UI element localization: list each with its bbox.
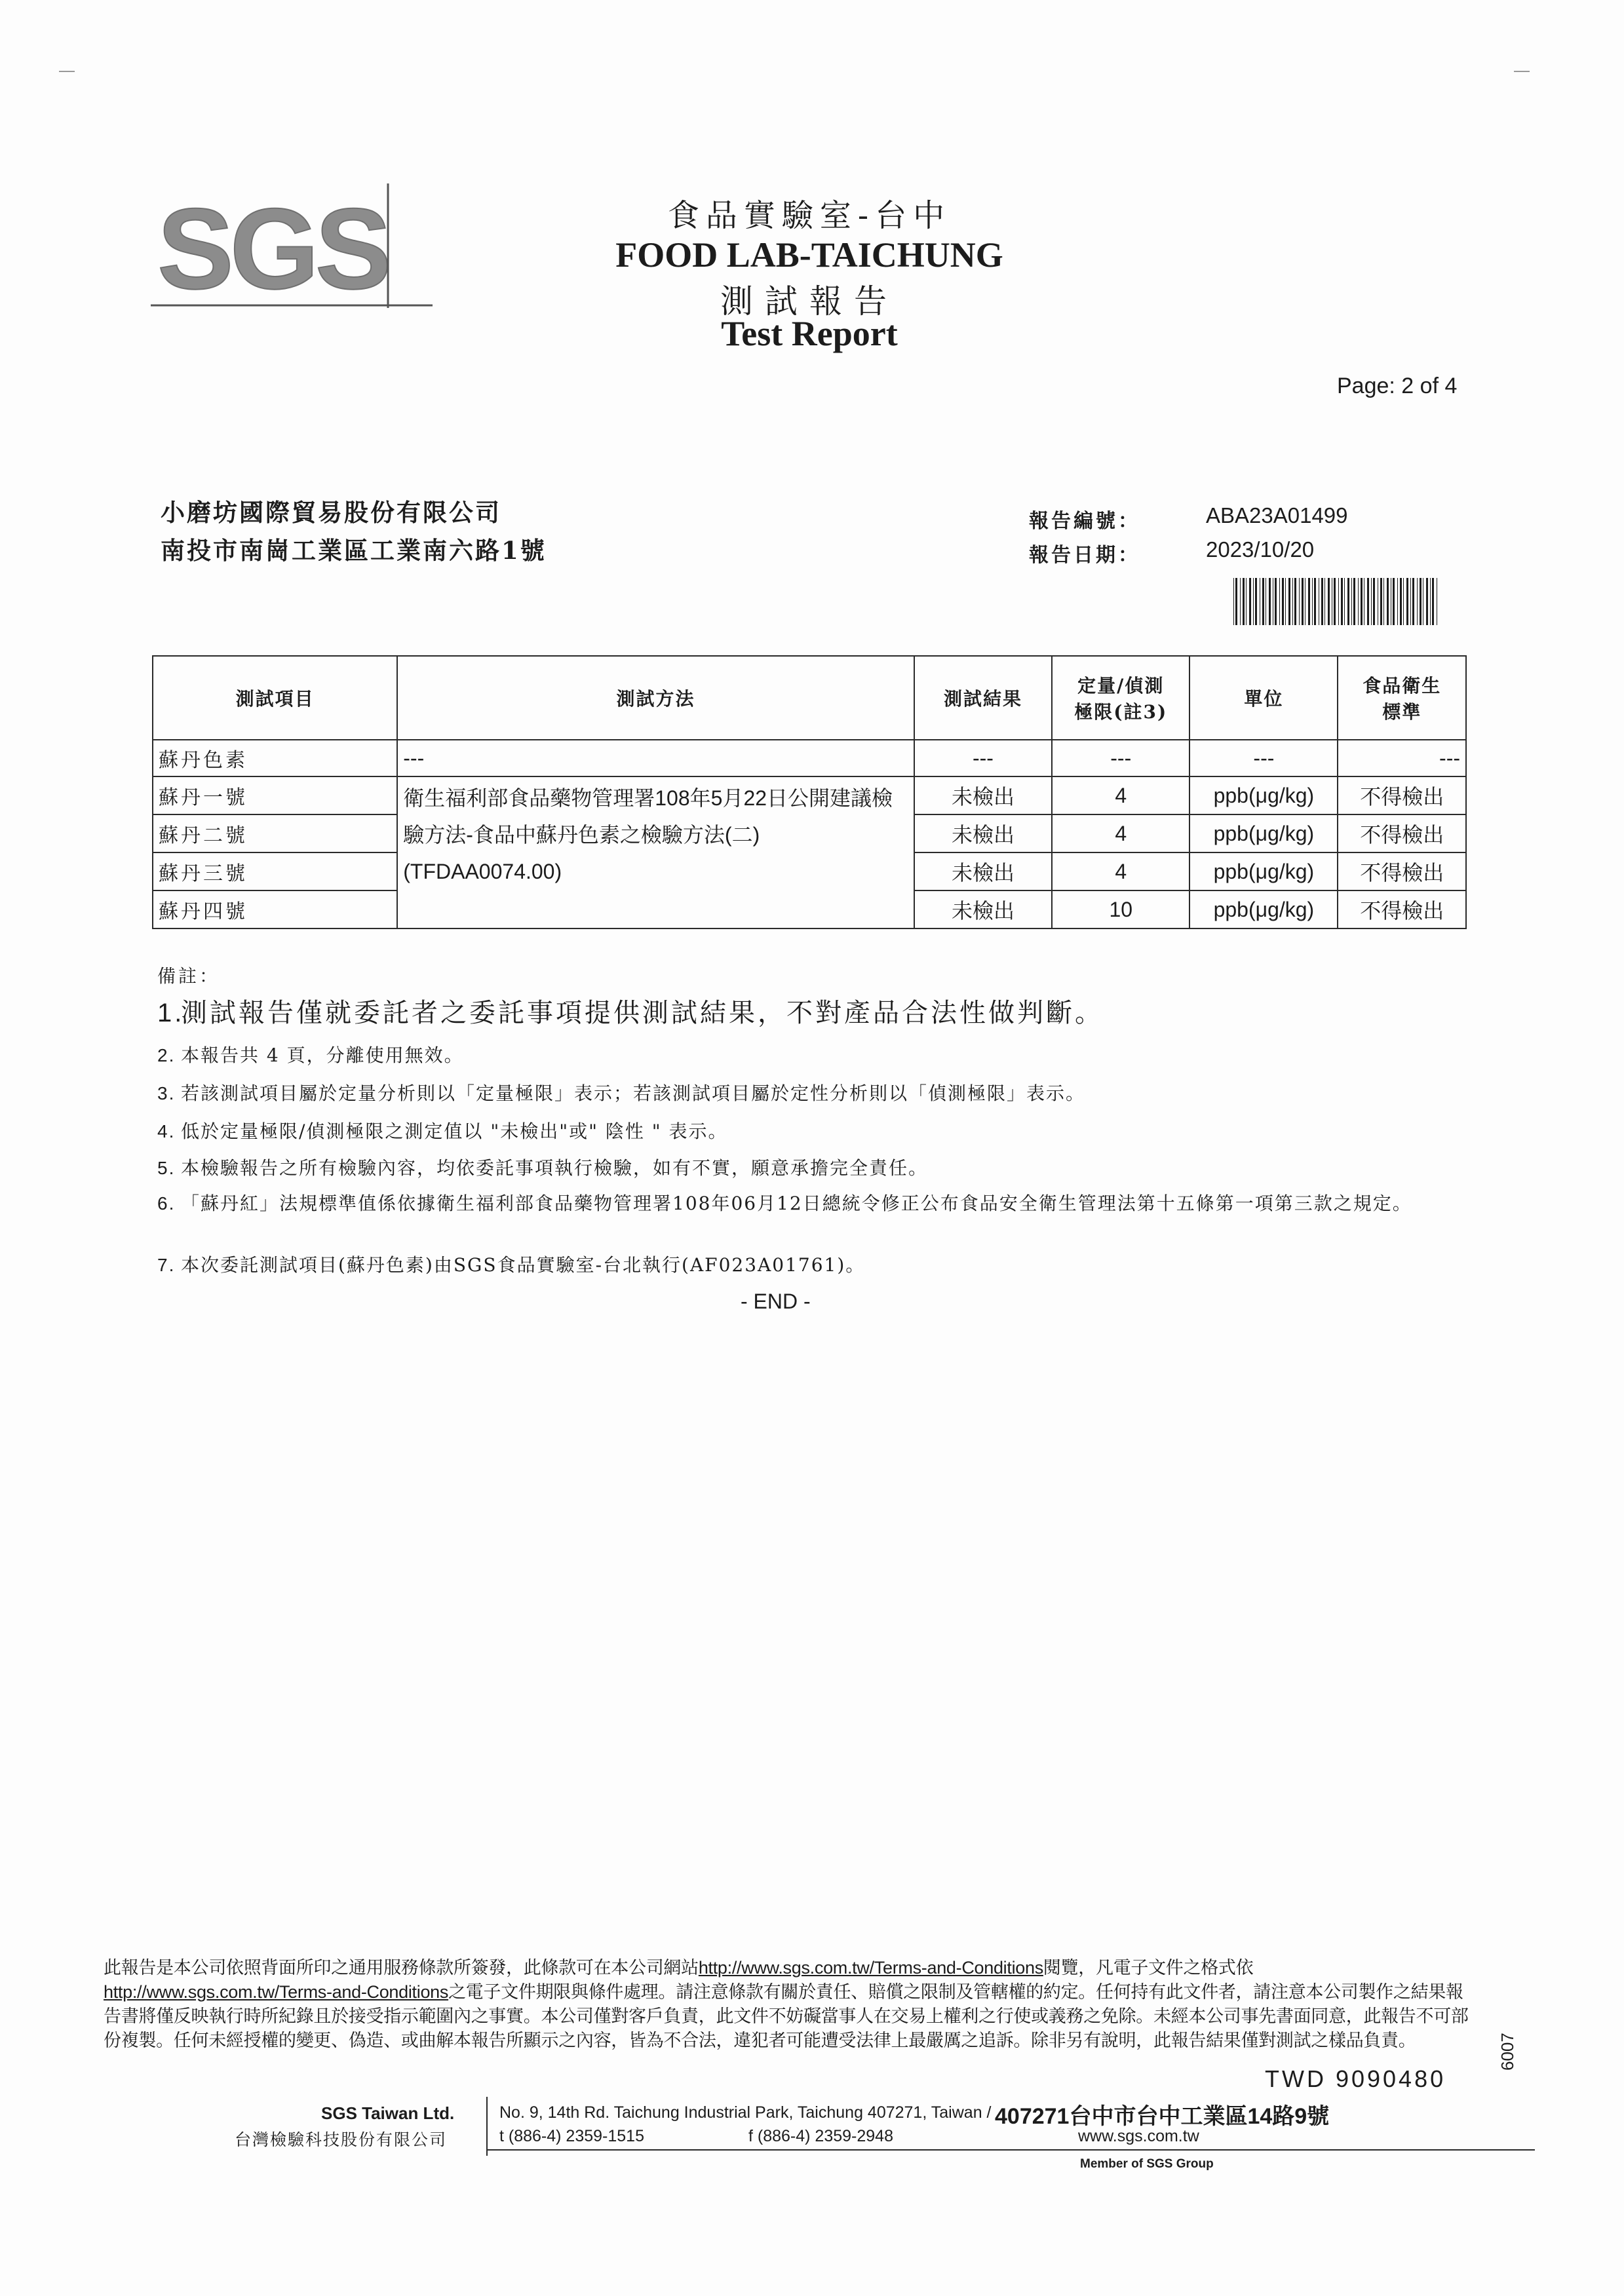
barcode-bar bbox=[1426, 578, 1428, 625]
barcode-bar bbox=[1253, 578, 1254, 625]
barcode-bar bbox=[1403, 578, 1404, 625]
barcode-bar bbox=[1347, 578, 1349, 625]
results-table bbox=[152, 655, 1467, 929]
note-text: 低於定量極限/偵測極限之測定值以 "未檢出"或" 陰性 " 表示。 bbox=[181, 1120, 728, 1142]
barcode-bar bbox=[1410, 578, 1411, 625]
scan-mark bbox=[59, 71, 75, 72]
barcode-bar bbox=[1351, 578, 1352, 625]
terms-link[interactable]: http://www.sgs.com.tw/Terms-and-Conditions bbox=[698, 1958, 1043, 1978]
company-name-zh: 台灣檢驗科技股份有限公司 bbox=[235, 2130, 448, 2149]
header-standard-line1: 食品衛生 bbox=[1363, 675, 1442, 697]
company-website[interactable]: www.sgs.com.tw bbox=[1078, 2127, 1199, 2145]
barcode-bar bbox=[1282, 578, 1284, 625]
barcode-bar bbox=[1321, 578, 1323, 625]
barcode-bar bbox=[1262, 578, 1264, 625]
barcode-bar bbox=[1412, 578, 1414, 625]
note-number: 1. bbox=[157, 999, 185, 1027]
footer-divider bbox=[486, 2097, 488, 2156]
barcode-bar bbox=[1380, 578, 1382, 625]
barcode-bar bbox=[1324, 578, 1325, 625]
barcode-bar bbox=[1235, 578, 1237, 625]
note-number: 2. bbox=[157, 1045, 176, 1065]
barcode-image bbox=[1232, 578, 1442, 625]
note-text: 測試報告僅就委託者之委託事項提供測試結果，不對產品合法性做判斷。 bbox=[181, 998, 1104, 1028]
row-unit: ppb(μg/kg) bbox=[1189, 814, 1338, 852]
barcode-bar bbox=[1292, 578, 1293, 625]
disclaimer-part: 閱覽，凡電子文件之格式依 bbox=[1043, 1958, 1254, 1978]
barcode-bar bbox=[1353, 578, 1355, 625]
barcode-bar bbox=[1334, 578, 1336, 625]
sgs-logo bbox=[151, 177, 433, 311]
barcode-bar bbox=[1308, 578, 1310, 625]
report-date: 2023/10/20 bbox=[1206, 537, 1315, 562]
row-item: 蘇丹一號 bbox=[153, 776, 397, 814]
disclaimer-text bbox=[104, 1956, 1470, 2053]
row-standard: 不得檢出 bbox=[1338, 776, 1466, 814]
member-of-sgs: Member of SGS Group bbox=[1080, 2157, 1214, 2171]
note-item bbox=[157, 1042, 1461, 1069]
barcode-bar bbox=[1420, 578, 1421, 625]
barcode-bar bbox=[1371, 578, 1372, 625]
method-cell: 衛生福利部食品藥物管理署108年5月22日公開建議檢驗方法-食品中蘇丹色素之檢驗方法(二)(TFDAA0074.00) bbox=[397, 776, 914, 928]
note-item bbox=[157, 1252, 1461, 1279]
document-code: TWD 9090480 bbox=[1265, 2065, 1446, 2092]
row-unit: ppb(μg/kg) bbox=[1189, 890, 1338, 928]
disclaimer-part: 之電子文件期限與條件處理。請注意條款有關於責任、賠償之限制及管轄權的約定。任何持有此文件者，請注意本公司製作之結果報告書將僅反映執行時所紀錄且於接受指示範圍內之事實。本公司僅對客戶負責，此文件不妨礙當事人在交易上權利之行使或義務之免除。未經本公司事先書面同意，此報告不可部份複製。任何未經授權的變更、偽造、或曲解本報告所顯示之內容，皆為不合法，違犯者可能遭受法律上最嚴厲之追訴。除非另有說明，此報告結果僅對測試之樣品負責。 bbox=[104, 1982, 1469, 2050]
note-number: 6. bbox=[157, 1193, 176, 1214]
group-limit: --- bbox=[1052, 740, 1189, 776]
svg-text:SGS: SGS bbox=[157, 185, 388, 311]
barcode-bar bbox=[1397, 578, 1398, 625]
barcode-bar bbox=[1430, 578, 1431, 625]
barcode-bar bbox=[1338, 578, 1339, 625]
barcode-bar bbox=[1285, 578, 1286, 625]
header-limit bbox=[1052, 656, 1189, 740]
row-result: 未檢出 bbox=[914, 890, 1052, 928]
barcode-bar bbox=[1312, 578, 1313, 625]
header-result: 測試結果 bbox=[914, 656, 1052, 740]
barcode-bar bbox=[1249, 578, 1251, 625]
side-code: 6007 bbox=[1498, 2033, 1517, 2071]
table-header-row bbox=[153, 656, 1466, 740]
barcode-bar bbox=[1367, 578, 1369, 625]
table-row bbox=[153, 740, 1466, 776]
barcode-bar bbox=[1383, 578, 1384, 625]
barcode-bar bbox=[1373, 578, 1375, 625]
barcode-bar bbox=[1275, 578, 1277, 625]
header-method: 測試方法 bbox=[397, 656, 914, 740]
barcode-bar bbox=[1417, 578, 1418, 625]
note-text: 「蘇丹紅」法規標準值係依據衛生福利部食品藥物管理署108年06月12日總統令修正公布食品安全衛生管理法第十五條第一項第三款之規定。 bbox=[181, 1193, 1412, 1214]
barcode-bar bbox=[1233, 578, 1234, 625]
barcode-bar bbox=[1294, 578, 1296, 625]
page-number: Page: 2 of 4 bbox=[1337, 373, 1458, 398]
note-item bbox=[157, 1155, 1461, 1182]
notes-title: 備註： bbox=[157, 965, 221, 987]
report-title-en: Test Report bbox=[721, 314, 898, 353]
group-method: --- bbox=[397, 740, 914, 776]
company-address-zh: 407271台中市台中工業區14路9號 bbox=[995, 2104, 1330, 2129]
barcode-bar bbox=[1361, 578, 1363, 625]
barcode-bar bbox=[1246, 578, 1247, 625]
note-item bbox=[157, 1190, 1461, 1217]
note-number: 3. bbox=[157, 1083, 176, 1103]
barcode-bar bbox=[1358, 578, 1359, 625]
row-standard: 不得檢出 bbox=[1338, 890, 1466, 928]
row-result: 未檢出 bbox=[914, 814, 1052, 852]
barcode-bar bbox=[1243, 578, 1245, 625]
barcode-bar bbox=[1302, 578, 1304, 625]
disclaimer-part: 此報告是本公司依照背面所印之通用服務條款所簽發，此條款可在本公司網站 bbox=[104, 1958, 699, 1978]
header-limit-line2: 極限(註3) bbox=[1074, 701, 1168, 723]
barcode-bar bbox=[1406, 578, 1408, 625]
row-item: 蘇丹二號 bbox=[153, 814, 397, 852]
header-standard-line2: 標準 bbox=[1382, 701, 1422, 723]
terms-link[interactable]: http://www.sgs.com.tw/Terms-and-Conditions bbox=[104, 1982, 449, 2002]
barcode-bar bbox=[1400, 578, 1402, 625]
group-result: --- bbox=[914, 740, 1052, 776]
barcode-bar bbox=[1387, 578, 1389, 625]
client-address: 南投市南崗工業區工業南六路1號 bbox=[161, 536, 547, 565]
scan-mark bbox=[1514, 71, 1530, 72]
row-result: 未檢出 bbox=[914, 776, 1052, 814]
client-name: 小磨坊國際貿易股份有限公司 bbox=[161, 498, 501, 527]
row-limit: 10 bbox=[1052, 890, 1189, 928]
note-text: 本報告共 4 頁，分離使用無效。 bbox=[181, 1044, 464, 1066]
barcode-bar bbox=[1344, 578, 1345, 625]
barcode-bar bbox=[1279, 578, 1280, 625]
note-text: 本檢驗報告之所有檢驗內容，均依委託事項執行檢驗，如有不實，願意承擔完全責任。 bbox=[181, 1157, 929, 1179]
header-unit: 單位 bbox=[1189, 656, 1338, 740]
row-limit: 4 bbox=[1052, 814, 1189, 852]
row-standard: 不得檢出 bbox=[1338, 814, 1466, 852]
header-item: 測試項目 bbox=[153, 656, 397, 740]
barcode-bar bbox=[1255, 578, 1257, 625]
table-row bbox=[153, 776, 1466, 814]
row-limit: 4 bbox=[1052, 776, 1189, 814]
group-item: 蘇丹色素 bbox=[153, 740, 397, 776]
barcode-bar bbox=[1288, 578, 1290, 625]
company-name-en: SGS Taiwan Ltd. bbox=[321, 2103, 455, 2123]
row-standard: 不得檢出 bbox=[1338, 852, 1466, 890]
note-item bbox=[157, 999, 1461, 1027]
note-number: 5. bbox=[157, 1158, 176, 1178]
note-number: 4. bbox=[157, 1121, 176, 1141]
row-unit: ppb(μg/kg) bbox=[1189, 852, 1338, 890]
barcode-bar bbox=[1432, 578, 1434, 625]
company-fax: f (886-4) 2359-2948 bbox=[748, 2127, 893, 2145]
lab-name-zh: 食品實驗室-台中 bbox=[667, 197, 952, 234]
barcode-bar bbox=[1240, 578, 1241, 625]
lab-name-en: FOOD LAB-TAICHUNG bbox=[615, 235, 1003, 275]
barcode-bar bbox=[1269, 578, 1271, 625]
barcode-bar bbox=[1299, 578, 1300, 625]
row-limit: 4 bbox=[1052, 852, 1189, 890]
group-standard: --- bbox=[1338, 740, 1466, 776]
row-unit: ppb(μg/kg) bbox=[1189, 776, 1338, 814]
barcode-bar bbox=[1314, 578, 1316, 625]
report-number-label: 報告編號： bbox=[1029, 510, 1140, 533]
row-item: 蘇丹四號 bbox=[153, 890, 397, 928]
report-number: ABA23A01499 bbox=[1206, 503, 1348, 527]
company-phone: t (886-4) 2359-1515 bbox=[499, 2127, 644, 2145]
header-limit-line1: 定量/偵測 bbox=[1077, 675, 1165, 697]
barcode-bar bbox=[1393, 578, 1395, 625]
note-item bbox=[157, 1080, 1461, 1107]
note-text: 若該測試項目屬於定量分析則以「定量極限」表示；若該測試項目屬於定性分析則以「偵測極限」表示。 bbox=[181, 1082, 1086, 1104]
company-address-en: No. 9, 14th Rd. Taichung Industrial Park, Taichung 407271, Taiwan / bbox=[499, 2103, 992, 2122]
row-result: 未檢出 bbox=[914, 852, 1052, 890]
row-item: 蘇丹三號 bbox=[153, 852, 397, 890]
note-text: 本次委託測試項目(蘇丹色素)由SGS食品實驗室-台北執行(AF023A01761)。 bbox=[181, 1254, 866, 1276]
barcode-bar bbox=[1328, 578, 1330, 625]
report-date-label: 報告日期： bbox=[1029, 544, 1140, 567]
end-marker: - END - bbox=[741, 1290, 811, 1313]
barcode-bar bbox=[1341, 578, 1343, 625]
header-standard bbox=[1338, 656, 1466, 740]
note-number: 7. bbox=[157, 1255, 176, 1275]
group-unit: --- bbox=[1189, 740, 1338, 776]
footer-rule bbox=[486, 2149, 1535, 2151]
report-title-zh: 測試報告 bbox=[720, 282, 899, 320]
note-item bbox=[157, 1118, 1461, 1145]
